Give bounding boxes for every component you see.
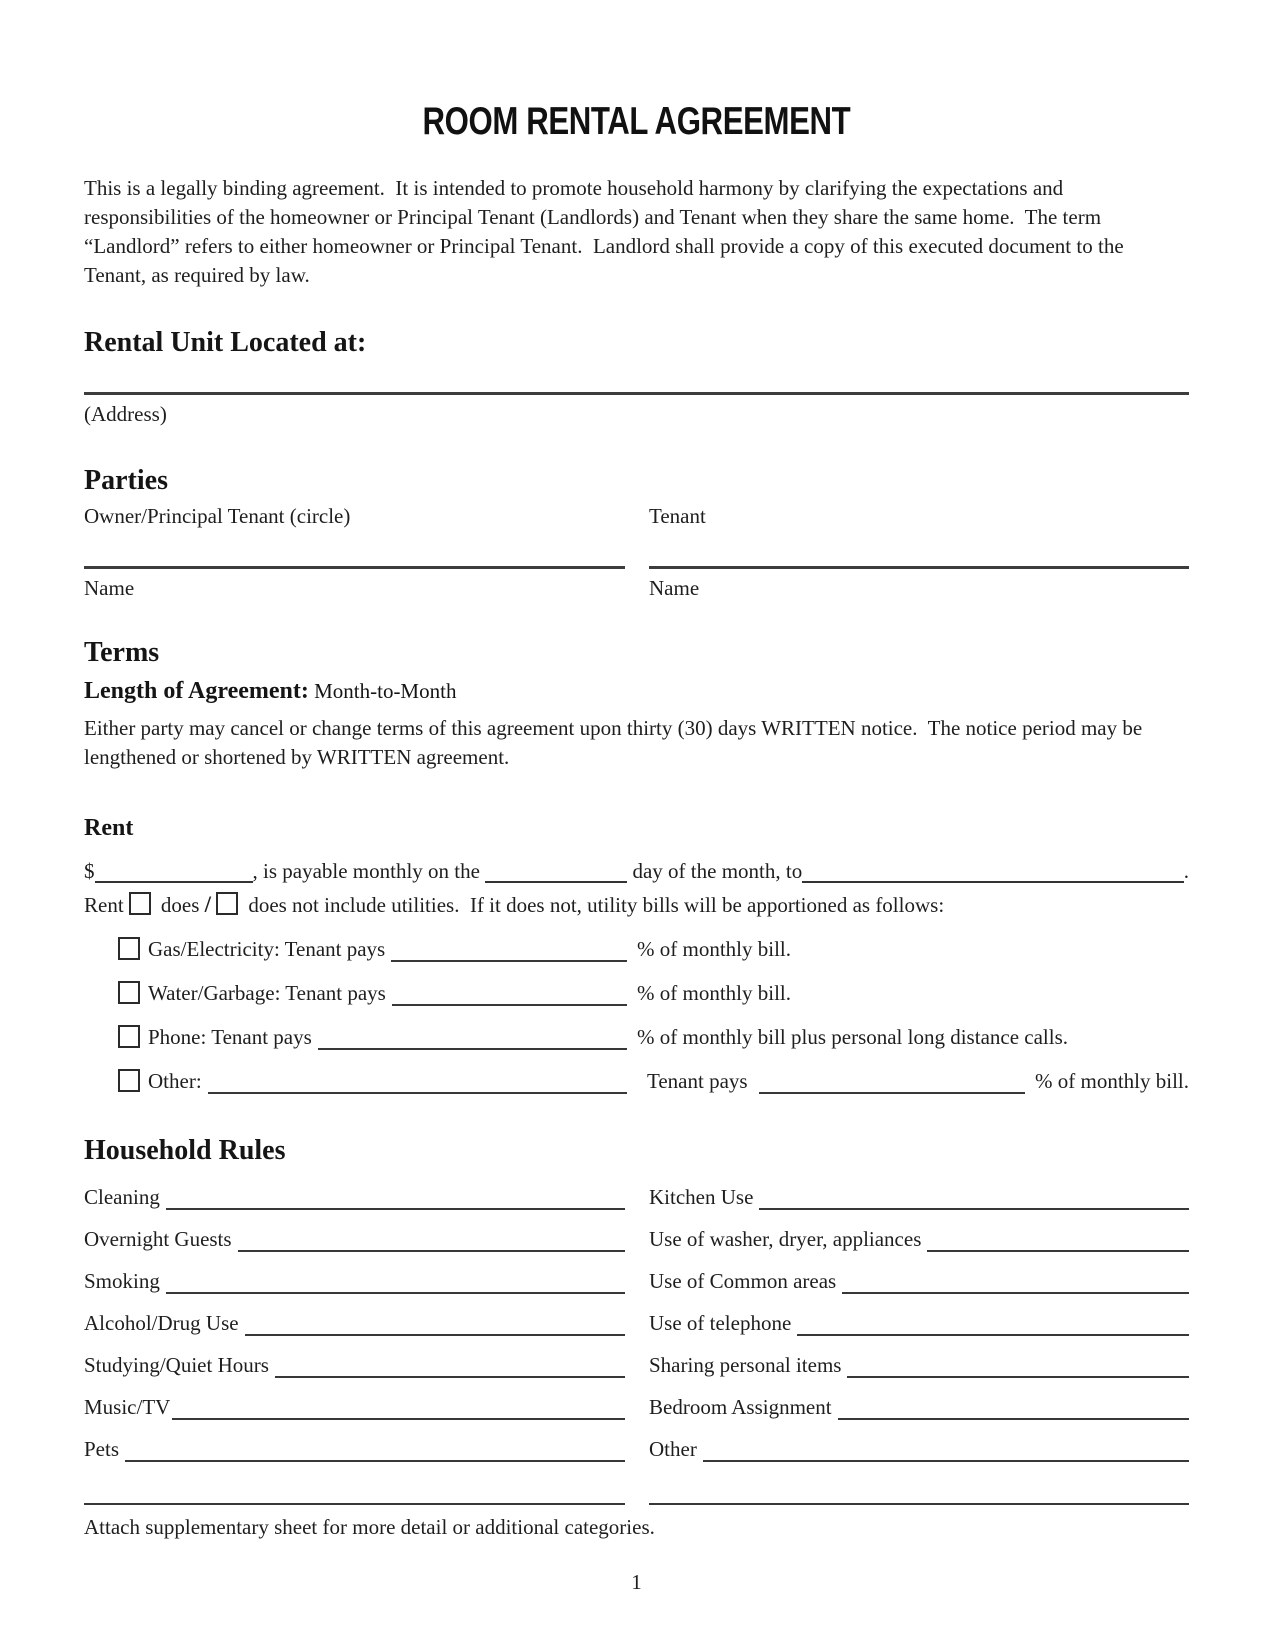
rules-row-6 [84,1394,1189,1420]
rule-blank-pets[interactable] [125,1460,625,1462]
rule-label-bedroom-assignment: Bedroom Assignment [649,1395,832,1419]
rule-blank-music-tv[interactable] [172,1418,625,1420]
supplementary-note: Attach supplementary sheet for more detail or additional categories. [84,1515,655,1539]
address-blank-line[interactable] [84,392,1189,395]
payable-text-1: , is payable monthly on the [252,859,486,883]
rule-label-overnight-guests: Overnight Guests [84,1227,232,1251]
other-suffix: % of monthly bill. [1035,1069,1189,1093]
rule-label-kitchen-use: Kitchen Use [649,1185,754,1209]
rule-blank-studying-quiet-hours[interactable] [275,1376,625,1378]
rule-blank-alcohol-drug-use[interactable] [245,1334,625,1336]
rule-label-other: Other [649,1437,697,1461]
gas-suffix: % of monthly bill. [637,937,791,961]
rule-blank-washer-dryer[interactable] [927,1250,1189,1252]
tenant-label: Tenant [649,504,706,528]
other-tenant-pays-label: Tenant pays [647,1069,753,1093]
rent-amount-blank[interactable] [95,877,253,883]
phone-suffix: % of monthly bill plus personal long distance calls. [637,1025,1069,1049]
gas-label: Gas/Electricity: Tenant pays [148,937,386,961]
other-label: Other: [148,1069,202,1093]
address-caption: (Address) [84,402,167,426]
rental-unit-heading: Rental Unit Located at: [84,327,367,358]
length-value: Month-to-Month [308,679,457,703]
rent-payable-line [84,859,1189,883]
rent-day-blank[interactable] [485,877,627,883]
rule-blank-kitchen-use[interactable] [759,1208,1189,1210]
rules-row-4 [84,1310,1189,1336]
utility-row-phone [118,1024,1189,1050]
rule-blank-sharing-personal-items[interactable] [847,1376,1189,1378]
includes-does-text: does [155,893,205,917]
phone-percent-blank[interactable] [318,1048,627,1050]
rule-blank-common-areas[interactable] [842,1292,1189,1294]
rule-label-washer-dryer: Use of washer, dryer, appliances [649,1227,922,1251]
rent-payee-blank[interactable] [802,877,1184,883]
rule-label-smoking: Smoking [84,1269,160,1293]
phone-checkbox[interactable] [118,1025,140,1048]
water-label: Water/Garbage: Tenant pays [148,981,386,1005]
rule-blank-other[interactable] [703,1460,1189,1462]
rent-does-not-checkbox[interactable] [216,892,238,915]
household-rules-heading: Household Rules [84,1135,286,1166]
payable-text-2: day of the month, to [627,859,803,883]
phone-label: Phone: Tenant pays [148,1025,312,1049]
rule-blank-cleaning[interactable] [166,1208,625,1210]
length-label: Length of Agreement: [84,678,309,704]
utility-row-water [118,980,1189,1006]
rule-label-music-tv: Music/TV [84,1395,171,1419]
owner-label: Owner/Principal Tenant (circle) [84,504,351,528]
notice-paragraph: Either party may cancel or change terms of this agreement upon thirty (30) days WRITTEN notice. The notice period may be lengthened or shortened by WRITTEN agreement. [84,716,1148,769]
other-checkbox[interactable] [118,1069,140,1092]
other-description-blank[interactable] [208,1092,627,1094]
tenant-name-blank-line[interactable] [649,566,1189,569]
page-title: ROOM RENTAL AGREEMENT [422,100,851,143]
rules-row-extra [84,1503,1189,1505]
rules-row-3 [84,1268,1189,1294]
rent-heading: Rent [84,815,134,841]
rules-row-2 [84,1226,1189,1252]
owner-name-caption: Name [84,576,135,600]
rule-blank-overnight-guests[interactable] [238,1250,625,1252]
parties-labels-row [84,504,1189,529]
rule-blank-extra-left[interactable] [84,1503,625,1505]
gas-percent-blank[interactable] [391,960,627,962]
rule-blank-extra-right[interactable] [649,1503,1189,1505]
includes-does-not-text: does not include utilities. If it does not, utility bills will be apportioned as follows: [243,893,945,917]
rules-row-5 [84,1352,1189,1378]
title-bar [84,100,1189,144]
rule-blank-telephone[interactable] [797,1334,1189,1336]
rent-does-checkbox[interactable] [129,892,151,915]
terms-heading: Terms [84,637,160,668]
water-suffix: % of monthly bill. [637,981,791,1005]
parties-heading: Parties [84,465,168,496]
rule-label-pets: Pets [84,1437,120,1461]
utility-row-gas [118,936,1189,962]
owner-name-blank-line[interactable] [84,566,625,569]
rule-blank-smoking[interactable] [166,1292,625,1294]
rule-label-cleaning: Cleaning [84,1185,160,1209]
length-of-agreement-line [84,677,1189,706]
gas-checkbox[interactable] [118,937,140,960]
water-percent-blank[interactable] [392,1004,627,1006]
page-number: 1 [631,1570,642,1594]
rule-label-common-areas: Use of Common areas [649,1269,837,1293]
intro-paragraph: This is a legally binding agreement. It is intended to promote household harmony by clarifying the expectations and responsibilities of the homeowner or Principal Tenant (Landlords) and Tenant when they share the same home. The term “Landlord” refers to either homeowner or Principal Tenant. Landlord shall provide a copy of this executed document to the Tenant, as required by law. [84,176,1129,287]
other-percent-blank[interactable] [759,1092,1025,1094]
rule-label-studying-quiet-hours: Studying/Quiet Hours [84,1353,269,1377]
utility-row-other [118,1068,1189,1094]
water-checkbox[interactable] [118,981,140,1004]
rule-label-sharing-personal-items: Sharing personal items [649,1353,842,1377]
currency-symbol: $ [84,859,95,883]
includes-slash: / [204,892,212,917]
rule-blank-bedroom-assignment[interactable] [838,1418,1189,1420]
rules-row-7 [84,1436,1189,1462]
tenant-name-caption: Name [649,576,700,600]
rule-label-alcohol-drug-use: Alcohol/Drug Use [84,1311,239,1335]
rules-row-1 [84,1184,1189,1210]
includes-prefix: Rent [84,893,124,917]
payable-period: . [1183,859,1189,883]
rule-label-telephone: Use of telephone [649,1311,792,1335]
parties-name-captions [84,569,1189,600]
rent-includes-line [84,892,1189,918]
